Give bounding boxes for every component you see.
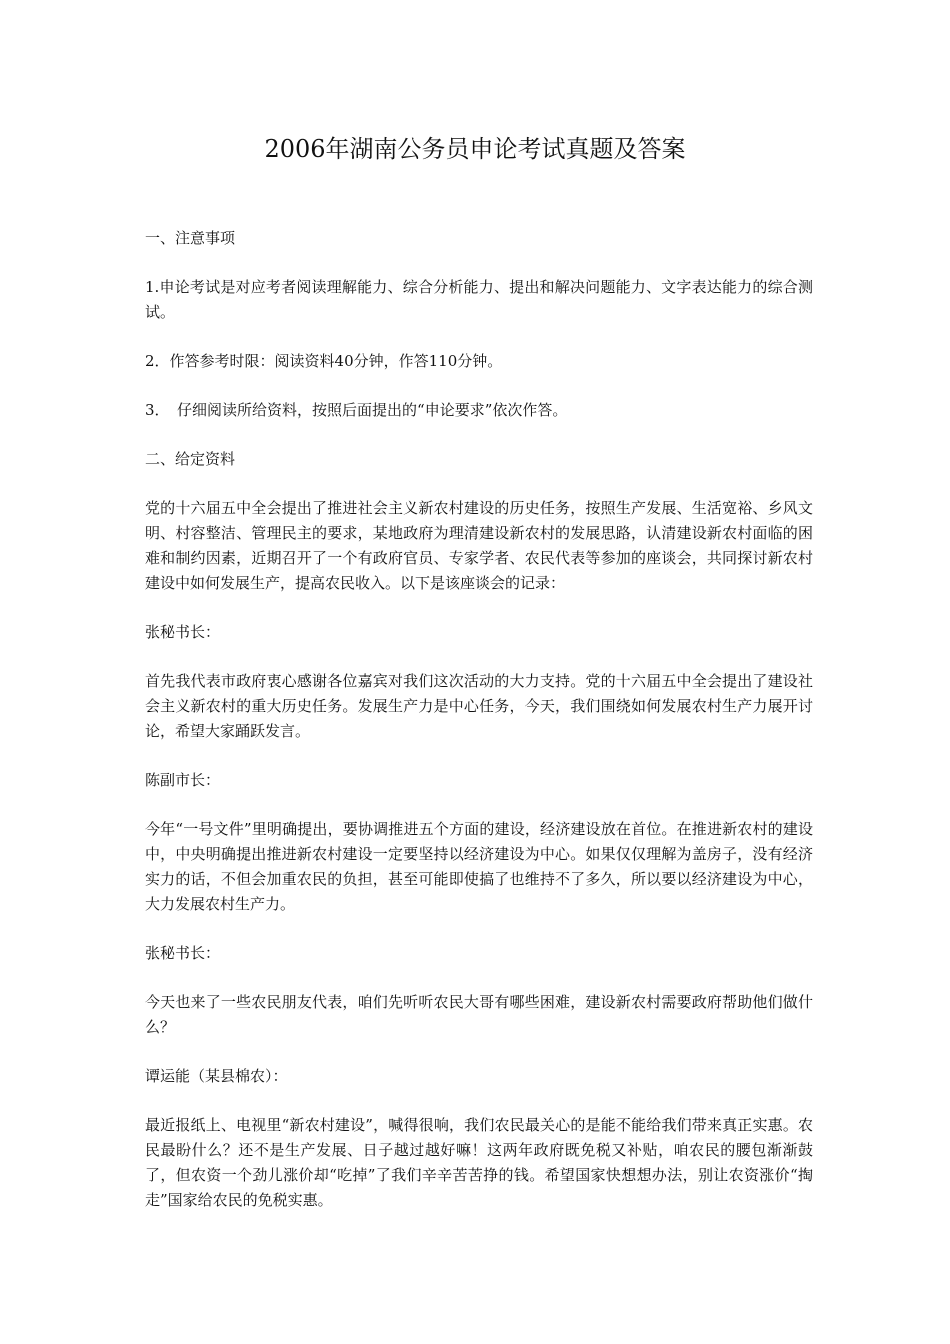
section-heading-materials: 二、给定资料 (145, 450, 236, 468)
document-title: 2006年湖南公务员申论考试真题及答案 (264, 135, 686, 163)
speech-paragraph: 今天也来了一些农民朋友代表，咱们先听听农民大哥有哪些困难，建设新农村需要政府帮助他们做什么？ (145, 993, 813, 1036)
note-item-3: 3． 仔细阅读所给资料，按照后面提出的“申论要求”依次作答。 (145, 401, 568, 419)
speaker-label: 张秘书长： (145, 623, 221, 641)
speaker-label: 张秘书长： (145, 944, 221, 962)
section-heading-notes: 一、注意事项 (145, 229, 236, 247)
speaker-label: 陈副市长： (145, 771, 221, 789)
note-item-2: 2．作答参考时限：阅读资料40分钟，作答110分钟。 (145, 352, 503, 370)
speech-paragraph: 最近报纸上、电视里“新农村建设”，喊得很响，我们农民最关心的是能不能给我们带来真正实惠。农民最盼什么？还不是生产发展、日子越过越好嘛！这两年政府既免税又补贴，咱农民的腰包渐渐鼓了，但农资一个劲儿涨价却“吃掉”了我们辛辛苦苦挣的钱。希望国家快想想办法，别让农资涨价“掏走”国家给农民的免税实惠。 (145, 1116, 813, 1209)
materials-intro-paragraph: 党的十六届五中全会提出了推进社会主义新农村建设的历史任务，按照生产发展、生活宽裕、乡风文明、村容整洁、管理民主的要求，某地政府为理清建设新农村的发展思路，认清建设新农村面临的困难和制约因素，近期召开了一个有政府官员、专家学者、农民代表等参加的座谈会，共同探讨新农村建设中如何发展生产，提高农民收入。以下是该座谈会的记录： (145, 499, 813, 592)
speaker-label: 谭运能（某县棉农）： (145, 1067, 288, 1085)
document-body (145, 226, 813, 1237)
speech-paragraph: 今年“一号文件”里明确提出，要协调推进五个方面的建设，经济建设放在首位。在推进新农村的建设中，中央明确提出推进新农村建设一定要坚持以经济建设为中心。如果仅仅理解为盖房子，没有经济实力的话，不但会加重农民的负担，甚至可能即使搞了也维持不了多久，所以要以经济建设为中心，大力发展农村生产力。 (145, 820, 813, 913)
speech-paragraph: 首先我代表市政府衷心感谢各位嘉宾对我们这次活动的大力支持。党的十六届五中全会提出了建设社会主义新农村的重大历史任务。发展生产力是中心任务，今天，我们围绕如何发展农村生产力展开讨论，希望大家踊跃发言。 (145, 672, 813, 740)
note-item-1: 1.申论考试是对应考者阅读理解能力、综合分析能力、提出和解决问题能力、文字表达能力的综合测试。 (145, 278, 813, 321)
